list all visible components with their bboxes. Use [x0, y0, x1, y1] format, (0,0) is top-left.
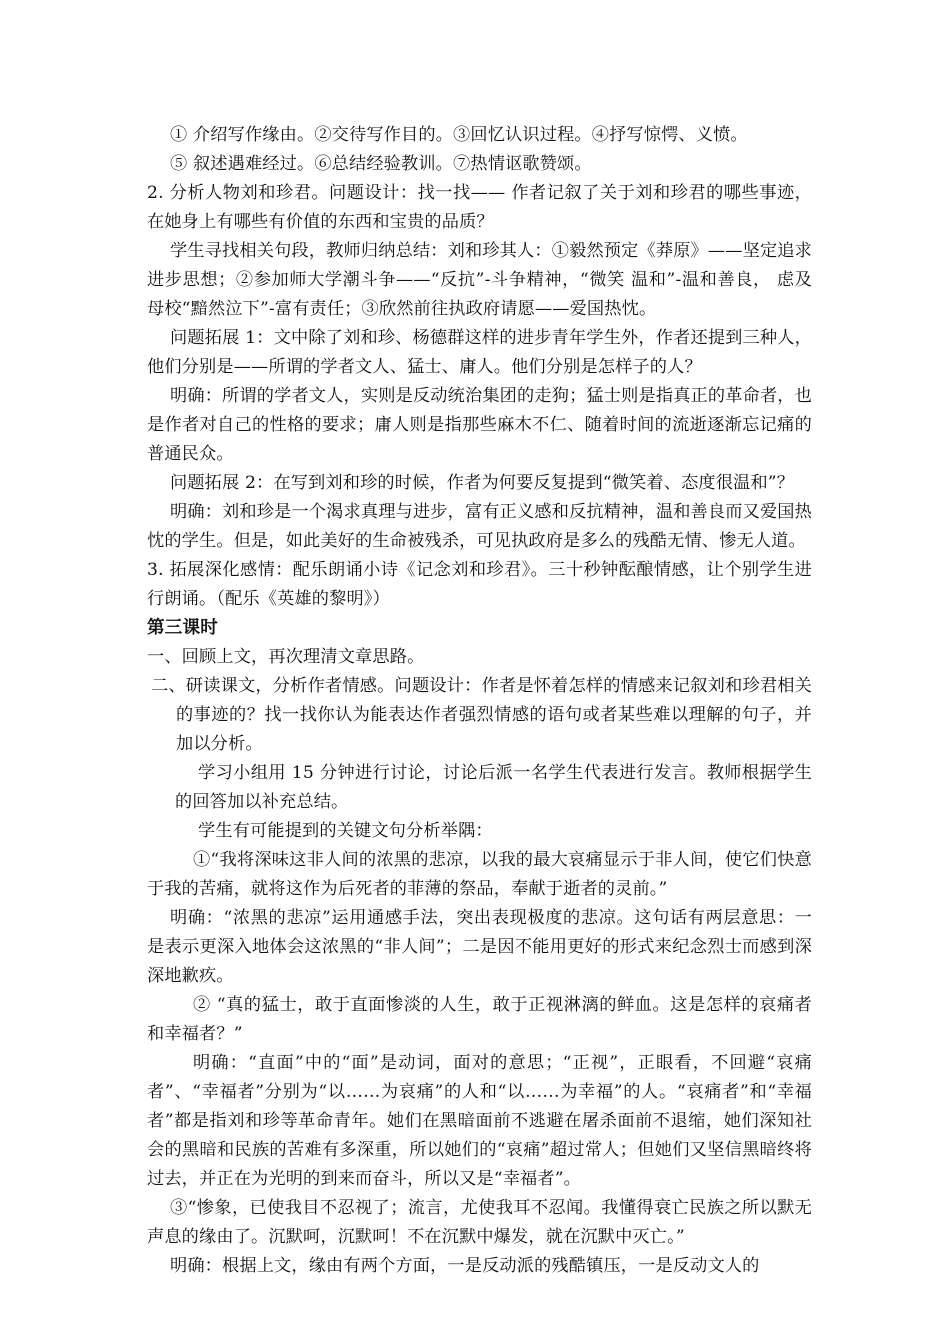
examples-intro: 学生有可能提到的关键文句分析举隅： — [198, 821, 493, 841]
list-line-2: ⑤ 叙述遇难经过。⑥总结经验教训。⑦热情讴歌赞颂。 — [170, 154, 592, 174]
document-body — [147, 121, 812, 1281]
quote-2: ② “真的猛士，敢于直面惨淡的人生，敢于正视淋漓的鲜血。这是怎样的哀痛者和幸福者？” — [147, 995, 812, 1044]
quote-3-analysis: 明确：根据上文，缘由有两个方面，一是反动派的残酷镇压，一是反动文人的 — [170, 1256, 760, 1276]
quote-2-analysis: 明确：“直面”中的“面”是动词，面对的意思；“正视”，正眼看，不回避“哀痛者”、“幸福者”分别为“以……为哀痛”的人和“以……为幸福”的人。“哀痛者”和“幸福者”都是指刘和珍等革命青年。她们在黑暗面前不逃避在屠杀面前不退缩，她们深知社会的黑暗和民族的苦难有多深重，所以她们的“哀痛”超过常人；但她们又坚信黑暗终将过去，并正在为光明的到来而奋斗，所以又是“幸福者”。 — [147, 1053, 812, 1189]
quote-1-analysis: 明确：“浓黑的悲凉”运用通感手法，突出表现极度的悲凉。这句话有两层意思：一是表示更深入地体会这浓黑的“非人间”；二是因不能用更好的形式来纪念烈士而感到深深地歉疚。 — [147, 908, 812, 986]
group-discussion: 学习小组用 15 分钟进行讨论，讨论后派一名学生代表进行发言。教师根据学生的回答加以补充总结。 — [175, 763, 812, 812]
section-2-question: 2. 分析人物刘和珍君。问题设计：找一找—— 作者记叙了关于刘和珍君的哪些事迹，在她身上有哪些有价值的东西和宝贵的品质？ — [147, 183, 812, 232]
step-one: 一、回顾上文，再次理清文章思路。 — [147, 647, 425, 667]
section-3-extension: 3. 拓展深化感情：配乐朗诵小诗《记念刘和珍君》。三十秒钟酝酿情感，让个别学生进行朗诵。（配乐《英雄的黎明》） — [147, 560, 812, 609]
lesson-3-heading: 第三课时 — [147, 618, 218, 638]
answer-2: 明确：刘和珍是一个渴求真理与进步，富有正义感和反抗精神，温和善良而又爱国热忱的学生。但是，如此美好的生命被残杀，可见执政府是多么的残酷无情、惨无人道。 — [147, 502, 812, 551]
step-two: 二、研读课文，分析作者情感。问题设计：作者是怀着怎样的情感来记叙刘和珍君相关的事迹的？找一找你认为能表达作者强烈情感的语句或者某些难以理解的句子，并加以分析。 — [151, 676, 812, 754]
quote-1: ①“我将深味这非人间的浓黑的悲凉，以我的最大哀痛显示于非人间，使它们快意于我的苦痛，就将这作为后死者的菲薄的祭品，奉献于逝者的灵前。” — [147, 850, 812, 899]
list-line-1: ① 介绍写作缘由。②交待写作目的。③回忆认识过程。④抒写惊愕、义愤。 — [170, 125, 748, 145]
quote-3: ③“惨象，已使我目不忍视了；流言，尤使我耳不忍闻。我懂得衰亡民族之所以默无声息的缘由了。沉默呵，沉默呵！不在沉默中爆发，就在沉默中灭亡。” — [147, 1198, 812, 1247]
answer-1: 明确：所谓的学者文人，实则是反动统治集团的走狗；猛士则是指真正的革命者，也是作者对自己的性格的要求；庸人则是指那些麻木不仁、随着时间的流逝逐渐忘记痛的普通民众。 — [147, 386, 812, 464]
extension-question-1: 问题拓展 1：文中除了刘和珍、杨德群这样的进步青年学生外，作者还提到三种人，他们分别是——所谓的学者文人、猛士、庸人。他们分别是怎样子的人？ — [147, 328, 812, 377]
summary-paragraph: 学生寻找相关句段，教师归纳总结：刘和珍其人：①毅然预定《莽原》——坚定追求进步思想；②参加师大学潮斗争——“反抗”-斗争精神，“微笑 温和”-温和善良， 虑及母校“黯然泣下”-富有责任；③欣然前往执政府请愿——爱国热忱。 — [147, 241, 812, 319]
extension-question-2: 问题拓展 2：在写到刘和珍的时候，作者为何要反复提到“微笑着、态度很温和”？ — [170, 473, 795, 493]
